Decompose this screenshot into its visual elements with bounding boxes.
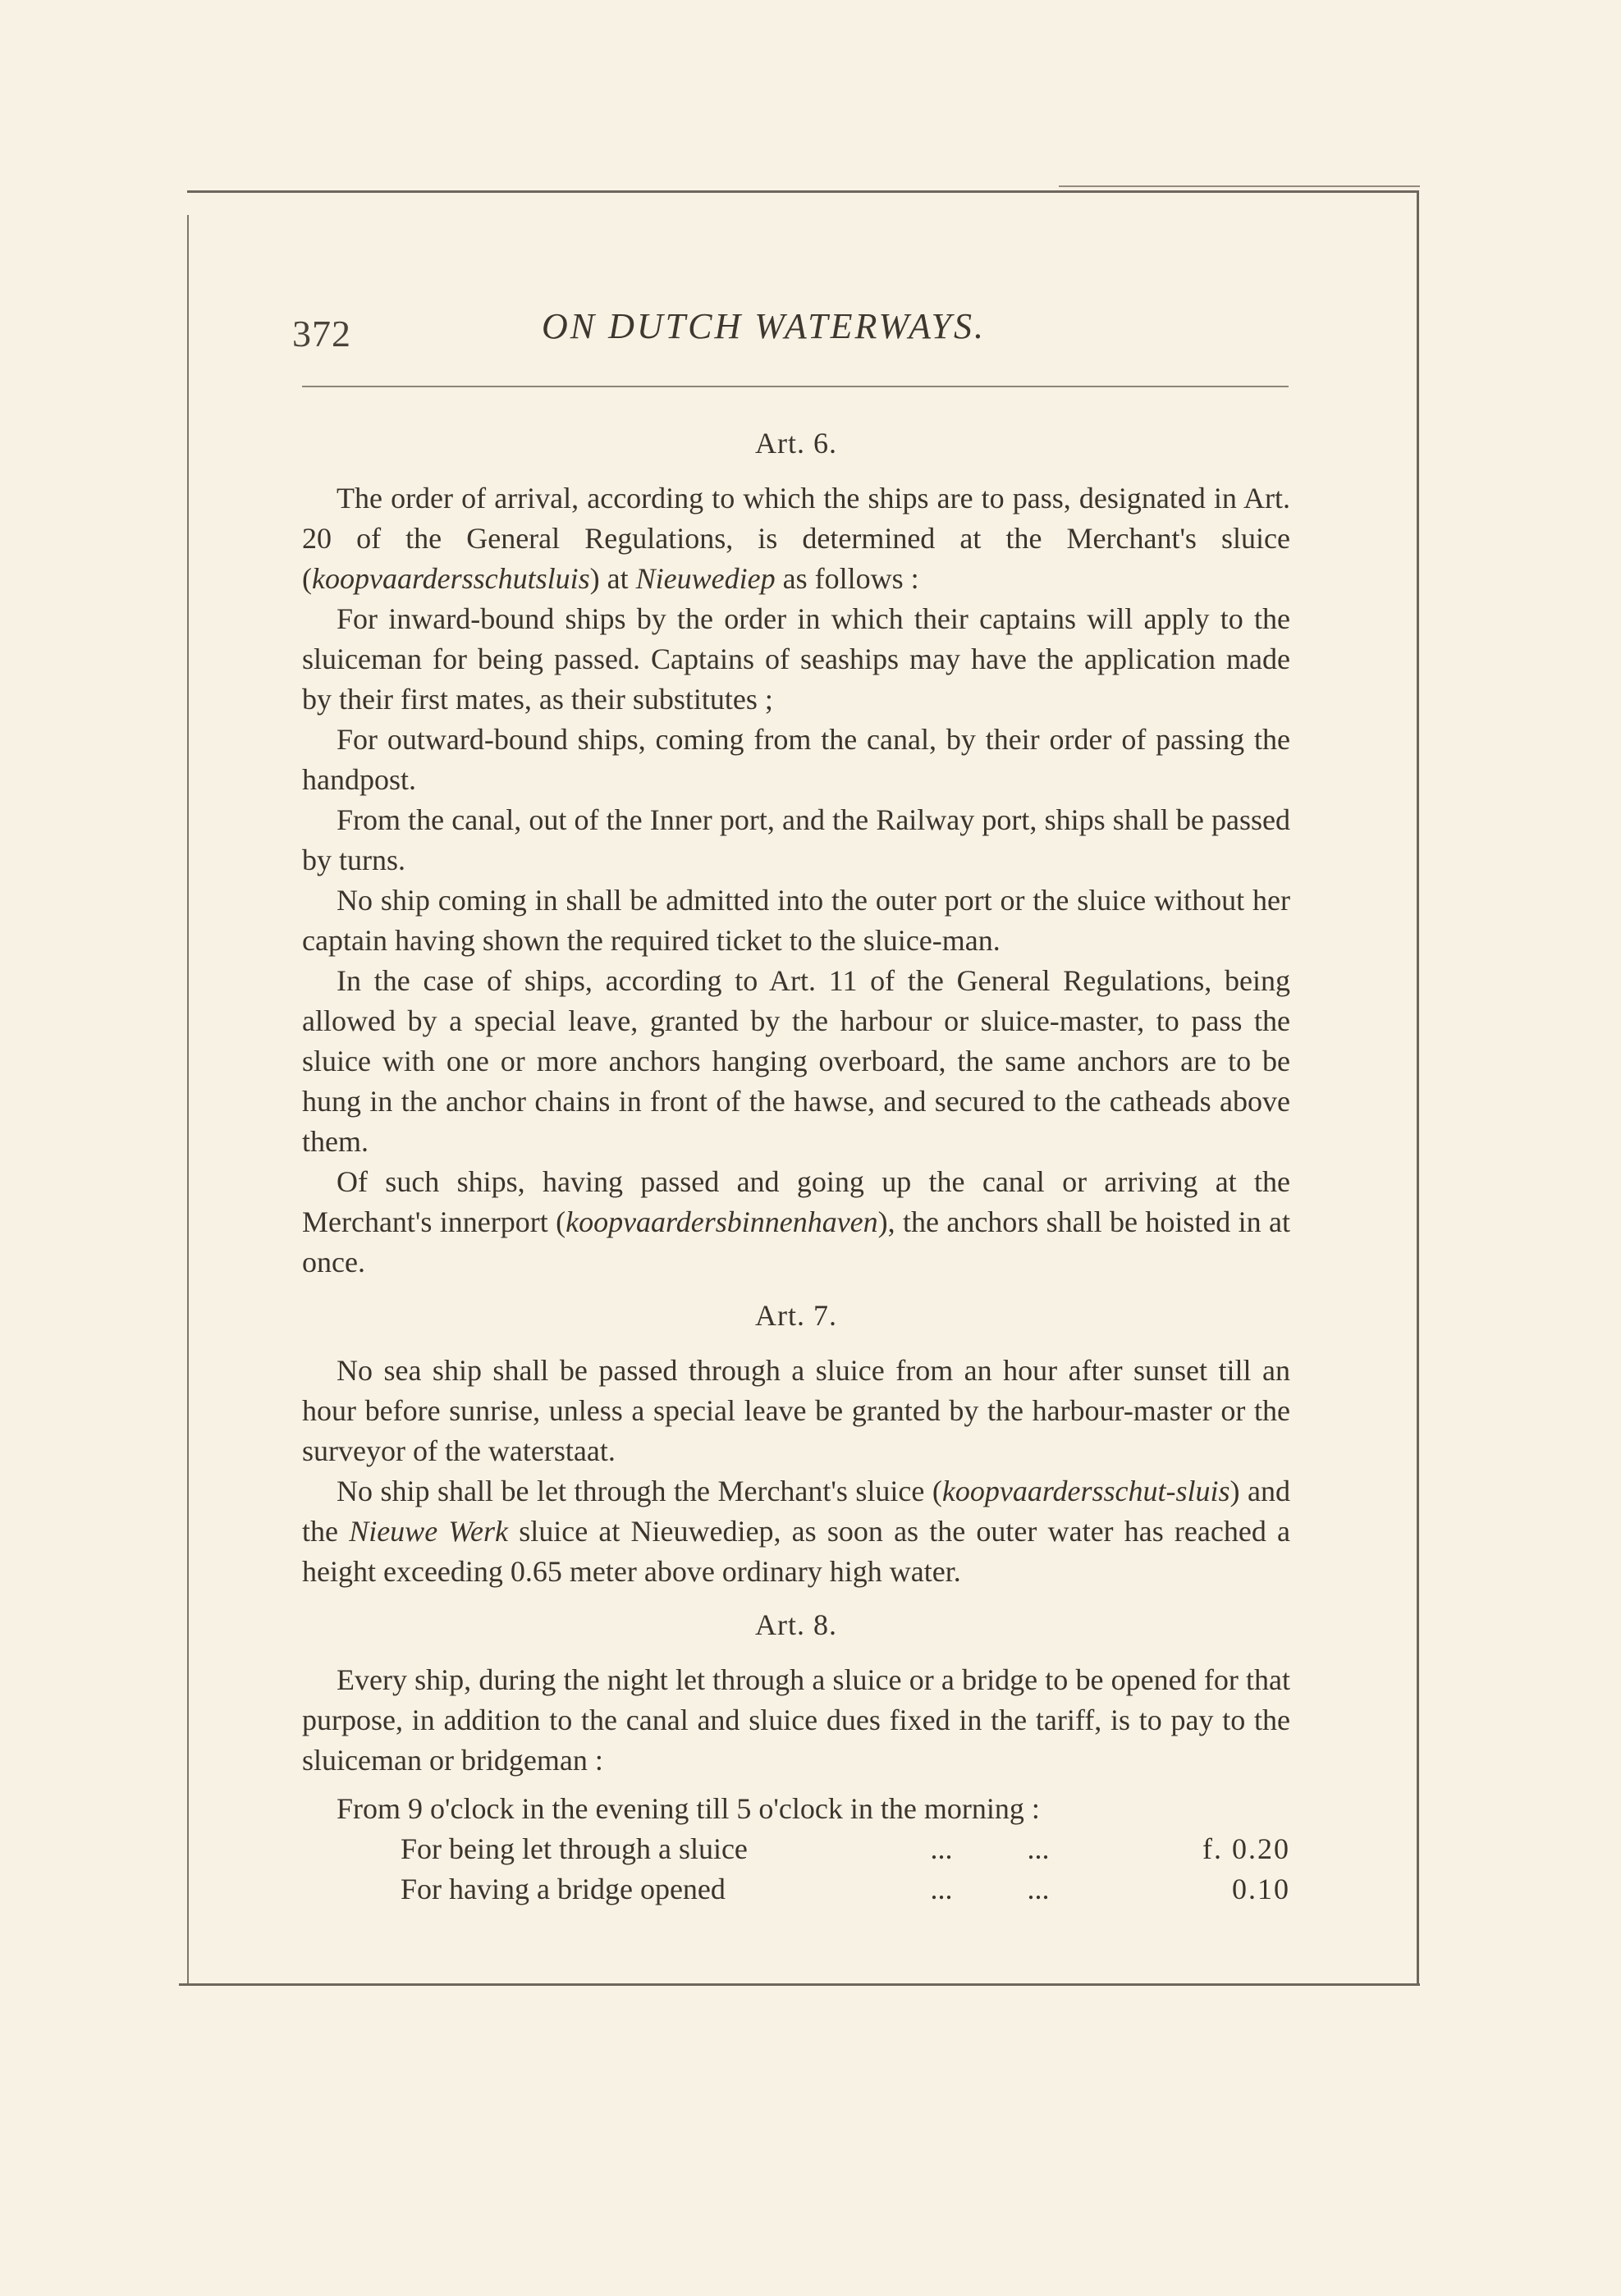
- running-title: ON DUTCH WATERWAYS.: [542, 306, 987, 346]
- fee-row: [401, 1829, 1290, 1869]
- fee-leader: ...: [1027, 1832, 1050, 1865]
- plate-border-top: [187, 190, 1418, 193]
- article-6-paragraph-4: From the canal, out of the Inner port, and the Railway port, ships shall be passed by turns.: [302, 803, 1290, 876]
- fee-amount: 0.10: [1232, 1873, 1290, 1905]
- article-7-heading: Art. 7.: [755, 1299, 837, 1332]
- article-6-paragraph-5: No ship coming in shall be admitted into the outer port or the sluice without her captain having shown the required ticket to the sluice-man.: [302, 884, 1290, 957]
- article-8-paragraph-1: Every ship, during the night let through a sluice or a bridge to be opened for that purpose, in addition to the canal and sluice dues fixed in the tariff, is to pay to the sluiceman or bridgeman :: [302, 1663, 1290, 1777]
- article-7-paragraph-2: No ship shall be let through the Merchant's sluice (koopvaardersschut-sluis) and the Nieuwe Werk sluice at Nieuwediep, as soon as the outer water has reached a height exceeding 0.65 meter above ordinary high water.: [302, 1475, 1291, 1588]
- article-6-heading: Art. 6.: [755, 427, 837, 460]
- fee-label: For having a bridge opened: [401, 1873, 726, 1905]
- plate-border-right: [1417, 190, 1419, 1986]
- header-rule: [302, 386, 1289, 387]
- article-6-paragraph-7: Of such ships, having passed and going up the canal or arriving at the Merchant's innerport (koopvaardersbinnenhaven), the anchors shall be hoisted in at once.: [302, 1165, 1290, 1278]
- plate-border-bottom: [179, 1983, 1420, 1986]
- plate-border-top-outer: [1059, 185, 1420, 187]
- fee-intro: From 9 o'clock in the evening till 5 o'clock in the morning :: [337, 1792, 1040, 1825]
- article-6-paragraph-3: For outward-bound ships, coming from the canal, by their order of passing the handpost.: [302, 723, 1290, 796]
- body-text: [302, 423, 1290, 1910]
- article-6-paragraph-6: In the case of ships, according to Art. 11 of the General Regulations, being allowed by a special leave, granted by the harbour or sluice-master, to pass the sluice with one or more anchors hanging overboard, the same anchors are to be hung in the anchor chains in front of the hawse, and secured to the catheads above them.: [302, 964, 1290, 1158]
- fee-label: For being let through a sluice: [401, 1832, 748, 1865]
- fee-amount: f. 0.20: [1202, 1832, 1290, 1865]
- plate-border-left: [187, 215, 189, 1983]
- article-7-paragraph-1: No sea ship shall be passed through a sluice from an hour after sunset till an hour before sunrise, unless a special leave be granted by the harbour-master or the surveyor of the waterstaat.: [302, 1354, 1290, 1467]
- fee-row: [401, 1869, 1290, 1910]
- article-6-paragraph-1: The order of arrival, according to which the ships are to pass, designated in Art. 20 of the General Regulations, is determined at the Merchant's sluice (koopvaardersschutsluis) at Nieuwediep as follows :: [302, 482, 1290, 595]
- page-number: 372: [292, 313, 351, 354]
- article-6-paragraph-2: For inward-bound ships by the order in which their captains will apply to the sluiceman for being passed. Captains of seaships may have the application made by their first mates, as their substitutes ;: [302, 602, 1290, 716]
- article-8-heading: Art. 8.: [755, 1608, 837, 1641]
- fee-leader: ...: [930, 1873, 953, 1905]
- fee-leader: ...: [1027, 1873, 1050, 1905]
- fee-leader: ...: [930, 1832, 953, 1865]
